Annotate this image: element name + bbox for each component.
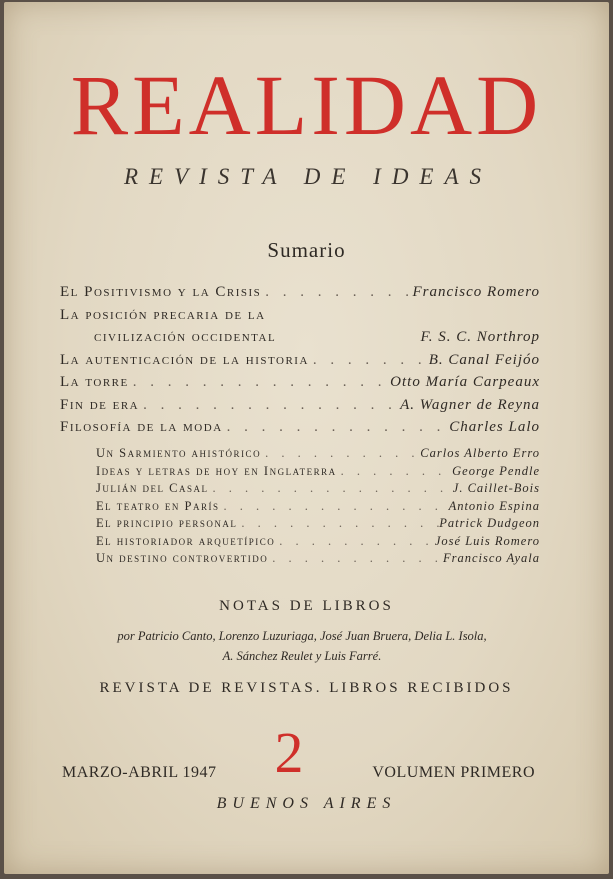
contents-entry: [96, 516, 540, 534]
main-contents-list: [60, 284, 540, 442]
entry-title: La autenticación de la historia: [60, 351, 309, 368]
entry-author: Francisco Romero: [412, 284, 540, 300]
contents-entry: [96, 464, 540, 482]
contents-entry: [60, 419, 540, 442]
issue-number: 2: [274, 720, 304, 785]
magazine-cover: [4, 2, 609, 874]
contents-entry: [96, 551, 540, 569]
leader-dots: [237, 516, 439, 531]
leader-dots: [219, 499, 448, 514]
entry-author: J. Caillet-Bois: [452, 481, 540, 495]
leader-dots: [275, 534, 435, 549]
leader-dots: [337, 464, 453, 479]
entry-title: Un destino controvertido: [96, 551, 269, 565]
contents-entry: [60, 352, 540, 375]
publication-city: BUENOS AIRES: [216, 795, 397, 812]
book-notes-authors-line: por Patricio Canto, Lorenzo Luzuriaga, José Juan Bruera, Delia L. Isola,: [117, 629, 487, 643]
contents-entry: [60, 397, 540, 420]
entry-title: civilización occidental: [94, 329, 277, 345]
book-notes-authors: [62, 626, 542, 666]
contents-entry: [96, 499, 540, 517]
entry-title: El principio personal: [96, 516, 238, 530]
entry-author: José Luis Romero: [434, 533, 540, 548]
entry-title: Julián del Casal: [96, 481, 209, 495]
entry-title: Ideas y letras de hoy en Inglaterra: [96, 463, 337, 478]
contents-heading: Sumario: [267, 238, 346, 262]
entry-author: Charles Lalo: [449, 419, 540, 435]
entry-author: A. Wagner de Reyna: [400, 396, 540, 413]
leader-dots: [268, 551, 443, 566]
reviews-section-heading: REVISTA DE REVISTAS. LIBROS RECIBIDOS: [99, 680, 514, 696]
contents-entry: [60, 329, 540, 352]
book-notes-heading: NOTAS DE LIBROS: [219, 598, 394, 614]
leader-dots: [261, 284, 412, 301]
entry-author: F. S. C. Northrop: [420, 329, 540, 345]
entry-title: Fin de era: [60, 396, 140, 413]
entry-title: Filosofía de la moda: [60, 419, 223, 435]
entry-title: El Positivismo y la Crisis: [60, 284, 262, 300]
entry-author: Antonio Espina: [448, 498, 540, 513]
entry-author: Patrick Dudgeon: [439, 516, 540, 530]
contents-entry: [60, 374, 540, 397]
entry-title: Un Sarmiento ahistórico: [96, 446, 262, 460]
magazine-title: REALIDAD: [70, 57, 543, 153]
leader-dots: [261, 446, 420, 461]
entry-author: Francisco Ayala: [442, 551, 540, 565]
entry-title: El historiador arquetípico: [96, 533, 276, 548]
entry-author: Carlos Alberto Erro: [420, 446, 540, 460]
entry-title: La posición precaria de la: [60, 306, 266, 323]
contents-entry: [60, 307, 540, 330]
secondary-contents-list: [96, 446, 540, 569]
contents-entry: [96, 481, 540, 499]
volume-label: VOLUMEN PRIMERO: [372, 764, 535, 781]
entry-author: George Pendle: [452, 463, 540, 478]
leader-dots: [208, 481, 452, 496]
entry-title: La torre: [60, 374, 129, 390]
contents-entry: [96, 446, 540, 464]
leader-dots: [223, 419, 450, 436]
entry-title: El teatro en París: [96, 498, 220, 513]
leader-dots: [309, 352, 429, 369]
entry-author: Otto María Carpeaux: [390, 374, 540, 390]
contents-entry: [96, 534, 540, 552]
leader-dots: [139, 397, 400, 414]
contents-entry: [60, 284, 540, 307]
issue-date: MARZO-ABRIL 1947: [62, 764, 217, 781]
entry-author: B. Canal Feijóo: [428, 351, 540, 368]
book-notes-authors-line: A. Sánchez Reulet y Luis Farré.: [222, 649, 382, 663]
magazine-subtitle: REVISTA DE IDEAS: [123, 164, 493, 189]
leader-dots: [129, 374, 390, 391]
